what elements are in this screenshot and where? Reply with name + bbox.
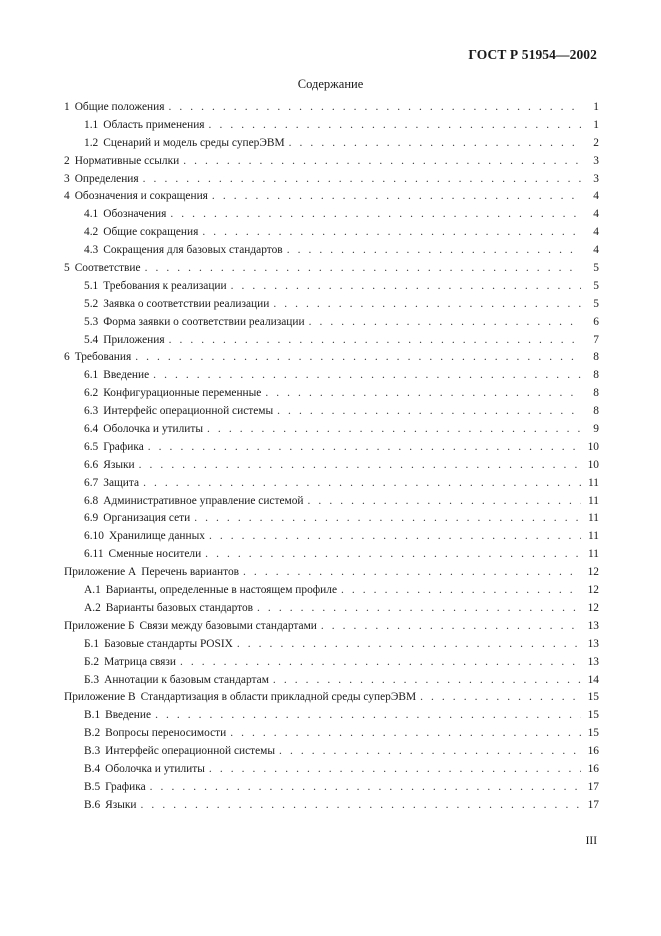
toc-entry-page: 13 <box>587 655 599 668</box>
toc-entry <box>64 727 599 745</box>
toc-dot-leader <box>308 495 581 507</box>
toc-dot-leader <box>180 656 581 668</box>
toc-entry <box>64 584 599 602</box>
toc-entry-title: Варианты, определенные в настоящем профиле <box>105 584 337 597</box>
toc-dot-leader <box>169 334 581 346</box>
toc-entry-number: 5.3 <box>84 315 99 328</box>
toc-entry-page: 5 <box>593 297 599 310</box>
toc-entry-page: 13 <box>587 637 599 650</box>
toc-entry-page: 14 <box>587 673 599 686</box>
toc-title: Содержание <box>297 77 364 91</box>
toc-dot-leader <box>279 745 581 757</box>
toc-entry-page: 8 <box>593 351 599 364</box>
toc-entry-page: 15 <box>587 691 599 704</box>
toc-entry <box>64 691 599 709</box>
toc-entry-number: 4.2 <box>84 226 99 239</box>
toc-dot-leader <box>183 155 581 167</box>
toc-entry-page: 8 <box>593 405 599 418</box>
toc-entry-title: Интерфейс операционной системы <box>103 405 274 418</box>
toc-entry-page: 4 <box>593 226 599 239</box>
toc-entry <box>64 137 599 155</box>
toc-entry-title: Аннотации к базовым стандартам <box>104 673 269 686</box>
toc-dot-leader <box>150 781 581 793</box>
toc-dot-leader <box>135 351 581 363</box>
toc-entry-number: 3 <box>64 172 70 185</box>
toc-entry-number: В.5 <box>84 780 101 793</box>
toc-entry-title: Оболочка и утилиты <box>105 762 205 775</box>
toc-entry-page: 7 <box>593 333 599 346</box>
document-code: ГОСТ Р 51954—2002 <box>468 47 597 62</box>
toc-entry-title: Графика <box>105 780 146 793</box>
toc-entry-page: 16 <box>587 745 599 758</box>
toc-entry-title: Организация сети <box>103 512 191 525</box>
toc-entry <box>64 155 599 173</box>
toc-dot-leader <box>155 709 581 721</box>
toc-entry-page: 11 <box>588 494 599 507</box>
toc-entry <box>64 208 599 226</box>
toc-entry-title: Графика <box>103 440 144 453</box>
toc-entry <box>64 423 599 441</box>
toc-entry-title: Матрица связи <box>104 655 177 668</box>
toc-dot-leader <box>153 369 581 381</box>
toc-entry <box>64 656 599 674</box>
toc-entry <box>64 316 599 334</box>
toc-dot-leader <box>321 620 581 632</box>
toc-dot-leader <box>230 727 581 739</box>
toc-entry-number: 6 <box>64 351 70 364</box>
toc-entry <box>64 638 599 656</box>
toc-dot-leader <box>145 262 581 274</box>
toc-entry-number: 6.5 <box>84 440 99 453</box>
toc-entry-title: Обозначения <box>103 208 167 221</box>
toc-dot-leader <box>141 799 581 811</box>
toc-entry-number: 6.8 <box>84 494 99 507</box>
toc-entry-number: А.2 <box>84 601 101 614</box>
toc-entry-number: Приложение В <box>64 691 136 704</box>
toc-dot-leader <box>202 226 581 238</box>
toc-entry-title: Хранилище данных <box>108 530 205 543</box>
toc-entry-title: Сменные носители <box>108 548 202 561</box>
toc-entry <box>64 745 599 763</box>
toc-entry-number: 1.2 <box>84 136 99 149</box>
toc-entry-page: 12 <box>587 601 599 614</box>
toc-entry-title: Языки <box>103 458 135 471</box>
toc-dot-leader <box>289 137 581 149</box>
toc-entry-title: Введение <box>105 709 152 722</box>
toc-entry <box>64 298 599 316</box>
toc-entry-number: Приложение А <box>64 566 137 579</box>
toc-entry-title: Административное управление системой <box>103 494 304 507</box>
toc-entry-page: 2 <box>593 136 599 149</box>
toc-entry-page: 8 <box>593 387 599 400</box>
toc-entry <box>64 173 599 191</box>
toc-entry-title: Сокращения для базовых стандартов <box>103 244 283 257</box>
toc-entry-number: В.4 <box>84 762 101 775</box>
toc-entry-page: 10 <box>587 458 599 471</box>
toc-entry-page: 3 <box>593 172 599 185</box>
toc-entry-number: Б.3 <box>84 673 100 686</box>
toc-dot-leader <box>287 244 581 256</box>
toc-dot-leader <box>243 566 581 578</box>
toc-entry-number: 5.4 <box>84 333 99 346</box>
toc-entry <box>64 441 599 459</box>
toc-entry-page: 10 <box>587 440 599 453</box>
toc-entry <box>64 602 599 620</box>
toc-entry <box>64 280 599 298</box>
toc-entry-page: 1 <box>593 101 599 113</box>
toc-entry-page: 15 <box>587 709 599 722</box>
toc-dot-leader <box>143 477 581 489</box>
toc-entry <box>64 244 599 262</box>
toc-dot-leader <box>148 441 581 453</box>
toc-entry-page: 9 <box>593 423 599 436</box>
toc-dot-leader <box>209 530 581 542</box>
toc-entry <box>64 530 599 548</box>
toc-entry-page: 11 <box>588 512 599 525</box>
toc-entry <box>64 226 599 244</box>
toc-entry-title: Нормативные ссылки <box>74 154 180 167</box>
toc-entry-page: 3 <box>593 154 599 167</box>
toc-entry-title: Определения <box>74 172 139 185</box>
toc-entry-number: В.2 <box>84 727 101 740</box>
toc-dot-leader <box>139 459 581 471</box>
toc-entry-page: 4 <box>593 190 599 203</box>
toc-entry-title: Языки <box>105 798 137 811</box>
toc-entry-number: 6.10 <box>84 530 104 543</box>
toc-entry-title: Заявка о соответствии реализации <box>103 297 270 310</box>
toc-dot-leader <box>205 548 581 560</box>
toc-entry-title: Соответствие <box>74 262 141 275</box>
toc-entry-page: 5 <box>593 262 599 275</box>
toc-entry-number: Приложение Б <box>64 619 135 632</box>
toc-entry <box>64 119 599 137</box>
toc-dot-leader <box>420 691 581 703</box>
toc-dot-leader <box>257 602 581 614</box>
toc-entry-title: Общие положения <box>74 101 165 113</box>
toc-entry-page: 11 <box>588 476 599 489</box>
toc-entry-title: Приложения <box>103 333 165 346</box>
toc-entry-page: 15 <box>587 727 599 740</box>
toc-entry-title: Оболочка и утилиты <box>103 423 204 436</box>
toc-dot-leader <box>143 173 581 185</box>
toc-entry-page: 8 <box>593 369 599 382</box>
toc-entry-number: А.1 <box>84 584 101 597</box>
toc-entry-title: Обозначения и сокращения <box>74 190 208 203</box>
toc-entry-page: 13 <box>587 619 599 632</box>
toc-dot-leader <box>170 208 581 220</box>
toc-entry <box>64 763 599 781</box>
toc-dot-leader <box>277 405 581 417</box>
toc-entry <box>64 351 599 369</box>
toc-entry <box>64 548 599 566</box>
toc-entry-number: 2 <box>64 154 70 167</box>
toc-entry-number: 4.1 <box>84 208 99 221</box>
toc-entry <box>64 495 599 513</box>
toc-entry-title: Защита <box>103 476 140 489</box>
toc-entry-number: 5.1 <box>84 279 99 292</box>
toc-entry-number: 6.11 <box>84 548 104 561</box>
toc-entry <box>64 620 599 638</box>
toc-entry <box>64 369 599 387</box>
toc-entry-title: Конфигурационные переменные <box>103 387 262 400</box>
toc-entry <box>64 709 599 727</box>
toc-dot-leader <box>265 387 581 399</box>
toc-entry-title: Требования <box>74 351 132 364</box>
toc-entry <box>64 334 599 352</box>
toc-entry <box>64 799 599 817</box>
toc-entry-title: Вопросы переносимости <box>105 727 227 740</box>
toc-entry <box>64 674 599 692</box>
toc-entry-title: Варианты базовых стандартов <box>105 601 254 614</box>
toc-dot-leader <box>209 119 581 131</box>
toc-entry-title: Связи между базовыми стандартами <box>139 619 317 632</box>
toc-entry-page: 11 <box>588 530 599 543</box>
toc-entry-page: 16 <box>587 762 599 775</box>
toc-entry-number: 1.1 <box>84 118 99 131</box>
toc-entry-number: Б.2 <box>84 655 100 668</box>
toc-entry-number: В.6 <box>84 798 101 811</box>
toc-entry <box>64 781 599 799</box>
toc-entry-number: 6.9 <box>84 512 99 525</box>
toc-entry-title: Введение <box>103 369 150 382</box>
toc-dot-leader <box>237 638 581 650</box>
toc-entry-number: Б.1 <box>84 637 100 650</box>
toc-entry-title: Область применения <box>103 118 205 131</box>
toc-entry <box>64 387 599 405</box>
toc-dot-leader <box>273 298 581 310</box>
toc-entry-number: 6.7 <box>84 476 99 489</box>
toc-entry-page: 4 <box>593 244 599 257</box>
toc-entry-number: 6.2 <box>84 387 99 400</box>
toc-entry-title: Перечень вариантов <box>141 566 240 579</box>
toc-entry <box>64 566 599 584</box>
toc-entry-page: 12 <box>587 584 599 597</box>
toc-entry <box>64 262 599 280</box>
table-of-contents <box>64 101 599 817</box>
toc-entry-title: Требования к реализации <box>103 279 227 292</box>
toc-dot-leader <box>209 763 581 775</box>
toc-entry <box>64 101 599 119</box>
toc-dot-leader <box>212 190 581 202</box>
toc-entry <box>64 459 599 477</box>
toc-entry-number: 5.2 <box>84 297 99 310</box>
toc-entry <box>64 477 599 495</box>
toc-entry-page: 17 <box>587 798 599 811</box>
toc-entry <box>64 512 599 530</box>
toc-entry-number: 6.1 <box>84 369 99 382</box>
toc-dot-leader <box>194 512 581 524</box>
toc-entry-title: Форма заявки о соответствии реализации <box>103 315 305 328</box>
toc-dot-leader <box>309 316 581 328</box>
toc-entry-page: 11 <box>588 548 599 561</box>
toc-entry-number: 6.6 <box>84 458 99 471</box>
toc-entry-number: 4.3 <box>84 244 99 257</box>
toc-entry-number: 5 <box>64 262 70 275</box>
toc-dot-leader <box>168 101 581 113</box>
toc-dot-leader <box>207 423 581 435</box>
toc-entry-page: 6 <box>593 315 599 328</box>
toc-dot-leader <box>273 674 581 686</box>
toc-entry-number: 6.4 <box>84 423 99 436</box>
toc-dot-leader <box>341 584 581 596</box>
page-number: III <box>585 835 597 847</box>
toc-entry-number: 1 <box>64 101 70 113</box>
toc-entry-title: Стандартизация в области прикладной среды суперЭВМ <box>140 691 417 704</box>
toc-entry-title: Интерфейс операционной системы <box>105 745 276 758</box>
toc-entry-page: 4 <box>593 208 599 221</box>
toc-entry-page: 17 <box>587 780 599 793</box>
toc-entry-page: 1 <box>593 118 599 131</box>
toc-entry-number: В.3 <box>84 745 101 758</box>
toc-dot-leader <box>231 280 581 292</box>
toc-entry-title: Сценарий и модель среды суперЭВМ <box>103 136 285 149</box>
toc-entry <box>64 190 599 208</box>
toc-entry-number: В.1 <box>84 709 101 722</box>
toc-entry-page: 5 <box>593 279 599 292</box>
toc-entry <box>64 405 599 423</box>
toc-entry-number: 4 <box>64 190 70 203</box>
toc-entry-page: 12 <box>587 566 599 579</box>
toc-entry-title: Базовые стандарты POSIX <box>104 637 233 650</box>
toc-entry-number: 6.3 <box>84 405 99 418</box>
toc-entry-title: Общие сокращения <box>103 226 199 239</box>
